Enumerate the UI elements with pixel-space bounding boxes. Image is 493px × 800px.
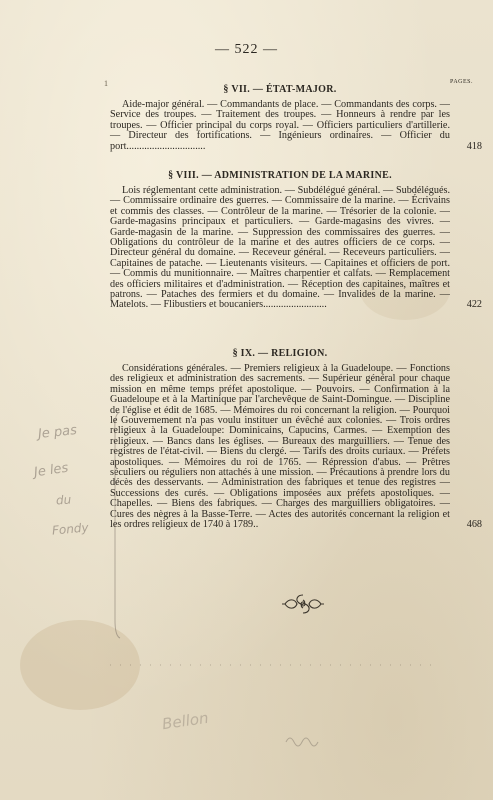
- section-etat-major: [110, 84, 482, 152]
- section-text: Aide-major général. — Commandants de place. — Commandants des corps. — Service des troupes. — Traitement des troupes. — Honneurs à rendre par les troupes. — Officier principal du corps royal. — Officiers particuliers d'artillerie. — Directeur des fortifications. — Ingénieurs ordinaires. — Officier du port: [110, 99, 450, 152]
- page-reference: 468: [466, 519, 482, 531]
- margin-tick: 1: [104, 79, 108, 88]
- section-administration-marine: [110, 170, 482, 311]
- pencil-note: du: [55, 492, 72, 508]
- pencil-note: Fondy: [51, 520, 90, 538]
- dot-leader: .........................: [263, 299, 327, 311]
- page-reference: 418: [466, 140, 482, 152]
- page-number: — 522 —: [215, 42, 278, 57]
- pages-column-label: PAGES.: [450, 79, 473, 85]
- pencil-note: Je pas: [37, 423, 78, 442]
- pencil-scrawl: Bellon: [160, 708, 210, 734]
- section-text: Considérations générales. — Premiers religieux à la Guadeloupe. — Fonctions des religieux et administration des sacrements. — Supérieur général pour chaque mission en même temps préfet apostolique. — Pouvoirs. — Confirmation à la Guadeloupe et à la Martinique par l'archevêque de Saint-Domingue. — Discipline de l'église et édit de 1685. — Mémoires du roi concernant la religion. — Pourquoi le Gouvernement n'a pas voulu instituer un évêché aux colonies. — Trois ordres religieux à la Guadeloupe: Dominicains, Capucins, Carmes. — Exemption des religieux. — Bancs dans les églises. — Bureaux des marguilliers. — Tenue des registres de l'état-civil. — Biens du clergé. — Tarifs des droits curiaux. — Préfets apostoliques. — Mémoires du roi de 1765. — Répression d'abus. — Prêtres séculiers ou réguliers non attachés à une mission. — Précautions à prendre lors du décès des desservants. — Administration des fabriques et tenue des registres — Successions des curés. — Obligations imposées aux préfets apostoliques. — Chapelles. — Biens des fabriques. — Charges des marguilliers obligatoires. — Cures des nègres à la Basse-Terre. — Actes des autorités concernant la religion et les ordres religieux de 1740 à 1789: [110, 363, 450, 531]
- press-mark-line: [110, 662, 440, 668]
- section-title: § VII. — ÉTAT-MAJOR.: [223, 84, 337, 95]
- printers-ornament: [281, 592, 325, 616]
- dot-leader: ...............................: [126, 140, 206, 152]
- ink-squiggle: [284, 732, 324, 748]
- pencil-note: Je les: [33, 460, 70, 481]
- dot-leader: ..: [253, 519, 259, 531]
- pencil-bracket: [113, 410, 121, 640]
- section-title: § VIII. — ADMINISTRATION DE LA MARINE.: [168, 170, 392, 181]
- section-religion: [110, 348, 482, 531]
- section-body: [110, 99, 482, 152]
- section-body: [110, 363, 482, 531]
- section-body: [110, 185, 482, 311]
- page-reference: 422: [466, 299, 482, 311]
- section-title: § IX. — RELIGION.: [232, 348, 328, 359]
- section-text: Lois réglementant cette administration. — Subdélégué général. — Subdélégués. — Commissaire ordinaire des guerres. — Commissaire de la marine. — Écrivains et commis des classes. — Contrôleur de la marine. — Trésorier de la colonie. — Garde-magasins principaux et particuliers. — Garde-magasins des vivres. — Garde-magasin de la marine. — Suppression des commissaires des guerres. — Obligations du contrôleur de la marine et des autres officiers de ce corps. — Directeur général du domaine. — Receveur général. — Receveurs particuliers. — Capitaines de patache. — Lieutenants visiteurs. — Capitaines et officiers de port. — Commis du munitionnaire. — Maîtres charpentier et calfats. — Remplacement des officiers militaires et d'administration. — Réception des capitaines, maîtres et patrons. — Pataches des fermiers et du domaine. — Invalides de la marine. — Matelots. — Flibustiers et boucaniers: [110, 185, 450, 311]
